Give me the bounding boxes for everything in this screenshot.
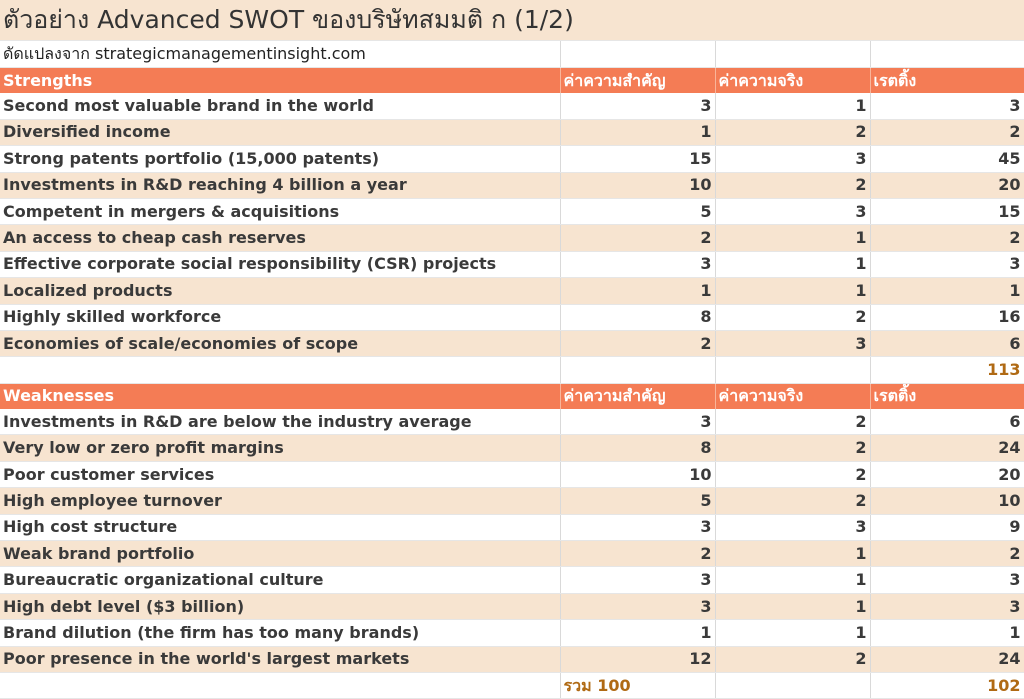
importance-cell[interactable]: 12 [560, 646, 715, 672]
rating-cell[interactable]: 1 [870, 620, 1024, 646]
strengths-item-cell[interactable]: Investments in R&D reaching 4 billion a year [0, 172, 560, 198]
rating-cell[interactable]: 9 [870, 514, 1024, 540]
strengths-total-rating[interactable]: 113 [870, 357, 1024, 383]
reality-cell[interactable]: 3 [715, 146, 870, 172]
strengths-row [0, 330, 1024, 356]
source-row [0, 41, 1024, 68]
weaknesses-row [0, 409, 1024, 435]
reality-cell[interactable]: 3 [715, 330, 870, 356]
importance-cell[interactable]: 3 [560, 251, 715, 277]
title-row [0, 0, 1024, 41]
strengths-row [0, 251, 1024, 277]
strengths-row [0, 93, 1024, 119]
weaknesses-item-cell[interactable]: Poor customer services [0, 461, 560, 487]
weaknesses-row [0, 646, 1024, 672]
importance-cell[interactable]: 3 [560, 567, 715, 593]
reality-cell[interactable]: 2 [715, 304, 870, 330]
rating-cell[interactable]: 6 [870, 409, 1024, 435]
empty-cell[interactable] [0, 672, 560, 698]
rating-cell[interactable]: 3 [870, 593, 1024, 619]
importance-cell[interactable]: 5 [560, 198, 715, 224]
importance-cell[interactable]: 3 [560, 409, 715, 435]
reality-cell[interactable]: 1 [715, 541, 870, 567]
strengths-header[interactable]: Strengths [0, 68, 560, 94]
strengths-item-cell[interactable]: Economies of scale/economies of scope [0, 330, 560, 356]
rating-cell[interactable]: 10 [870, 488, 1024, 514]
reality-cell[interactable]: 2 [715, 172, 870, 198]
rating-cell[interactable]: 45 [870, 146, 1024, 172]
rating-cell[interactable]: 3 [870, 93, 1024, 119]
reality-cell[interactable]: 2 [715, 435, 870, 461]
reality-cell[interactable]: 3 [715, 514, 870, 540]
reality-cell[interactable]: 1 [715, 278, 870, 304]
strengths-row [0, 119, 1024, 145]
reality-cell[interactable]: 2 [715, 488, 870, 514]
weaknesses-row [0, 620, 1024, 646]
reality-cell[interactable]: 1 [715, 225, 870, 251]
reality-cell[interactable]: 2 [715, 646, 870, 672]
importance-cell[interactable]: 2 [560, 225, 715, 251]
reality-cell[interactable]: 1 [715, 620, 870, 646]
strengths-item-cell[interactable]: Strong patents portfolio (15,000 patents) [0, 146, 560, 172]
weaknesses-total-rating[interactable]: 102 [870, 672, 1024, 698]
weaknesses-header[interactable]: Weaknesses [0, 383, 560, 409]
empty-cell[interactable] [560, 357, 715, 383]
strengths-item-cell[interactable]: Diversified income [0, 119, 560, 145]
strengths-item-cell[interactable]: An access to cheap cash reserves [0, 225, 560, 251]
importance-cell[interactable]: 1 [560, 119, 715, 145]
empty-cell[interactable] [560, 41, 715, 68]
strengths-total-row [0, 357, 1024, 383]
weaknesses-item-cell[interactable]: Investments in R&D are below the industry average [0, 409, 560, 435]
strengths-item-cell[interactable]: Competent in mergers & acquisitions [0, 198, 560, 224]
rating-cell[interactable]: 20 [870, 172, 1024, 198]
importance-cell[interactable]: 1 [560, 620, 715, 646]
rating-cell[interactable]: 6 [870, 330, 1024, 356]
rating-header[interactable]: เรตติ้ง [870, 68, 1024, 94]
reality-header[interactable]: ค่าความจริง [715, 68, 870, 94]
page-title[interactable]: ตัวอย่าง Advanced SWOT ของบริษัทสมมติ ก (1/2) [0, 0, 1024, 41]
importance-cell[interactable]: 15 [560, 146, 715, 172]
strengths-row [0, 304, 1024, 330]
weaknesses-item-cell[interactable]: Bureaucratic organizational culture [0, 567, 560, 593]
importance-cell[interactable]: 10 [560, 172, 715, 198]
strengths-row [0, 278, 1024, 304]
strengths-row [0, 146, 1024, 172]
weaknesses-item-cell[interactable]: Very low or zero profit margins [0, 435, 560, 461]
weaknesses-row [0, 435, 1024, 461]
importance-cell[interactable]: 10 [560, 461, 715, 487]
importance-cell[interactable]: 5 [560, 488, 715, 514]
empty-cell[interactable] [715, 672, 870, 698]
rating-cell[interactable]: 24 [870, 435, 1024, 461]
empty-cell[interactable] [715, 41, 870, 68]
weaknesses-row [0, 514, 1024, 540]
source-note[interactable]: ดัดแปลงจาก strategicmanagementinsight.com [0, 41, 560, 68]
reality-cell[interactable]: 2 [715, 461, 870, 487]
reality-cell[interactable]: 1 [715, 593, 870, 619]
strengths-item-cell[interactable]: Highly skilled workforce [0, 304, 560, 330]
weaknesses-item-cell[interactable]: High cost structure [0, 514, 560, 540]
rating-cell[interactable]: 16 [870, 304, 1024, 330]
importance-header[interactable]: ค่าความสำคัญ [560, 68, 715, 94]
weaknesses-item-cell[interactable]: Weak brand portfolio [0, 541, 560, 567]
importance-cell[interactable]: 8 [560, 435, 715, 461]
weaknesses-row [0, 488, 1024, 514]
importance-cell[interactable]: 2 [560, 330, 715, 356]
empty-cell[interactable] [870, 41, 1024, 68]
strengths-header-row [0, 68, 1024, 94]
weaknesses-row [0, 541, 1024, 567]
empty-cell[interactable] [0, 357, 560, 383]
rating-cell[interactable]: 2 [870, 225, 1024, 251]
weaknesses-row [0, 593, 1024, 619]
weaknesses-row [0, 567, 1024, 593]
weaknesses-item-cell[interactable]: Poor presence in the world's largest markets [0, 646, 560, 672]
strengths-row [0, 172, 1024, 198]
rating-cell[interactable]: 1 [870, 278, 1024, 304]
rating-cell[interactable]: 2 [870, 119, 1024, 145]
weaknesses-header-row [0, 383, 1024, 409]
weaknesses-item-cell[interactable]: High employee turnover [0, 488, 560, 514]
rating-header[interactable]: เรตติ้ง [870, 383, 1024, 409]
importance-cell[interactable]: 3 [560, 93, 715, 119]
rating-cell[interactable]: 2 [870, 541, 1024, 567]
reality-cell[interactable]: 2 [715, 119, 870, 145]
importance-header[interactable]: ค่าความสำคัญ [560, 383, 715, 409]
weaknesses-item-cell[interactable]: Brand dilution (the firm has too many brands) [0, 620, 560, 646]
strengths-item-cell[interactable]: Effective corporate social responsibility (CSR) projects [0, 251, 560, 277]
weaknesses-row [0, 461, 1024, 487]
reality-cell[interactable]: 3 [715, 198, 870, 224]
reality-cell[interactable]: 2 [715, 409, 870, 435]
empty-cell[interactable] [715, 357, 870, 383]
importance-cell[interactable]: 3 [560, 514, 715, 540]
rating-cell[interactable]: 15 [870, 198, 1024, 224]
importance-cell[interactable]: 2 [560, 541, 715, 567]
rating-cell[interactable]: 24 [870, 646, 1024, 672]
weaknesses-total-row [0, 672, 1024, 698]
strengths-row [0, 225, 1024, 251]
reality-cell[interactable]: 1 [715, 567, 870, 593]
importance-sum[interactable]: รวม 100 [560, 672, 715, 698]
weaknesses-item-cell[interactable]: High debt level ($3 billion) [0, 593, 560, 619]
rating-cell[interactable]: 3 [870, 251, 1024, 277]
reality-cell[interactable]: 1 [715, 93, 870, 119]
reality-header[interactable]: ค่าความจริง [715, 383, 870, 409]
importance-cell[interactable]: 8 [560, 304, 715, 330]
rating-cell[interactable]: 3 [870, 567, 1024, 593]
strengths-row [0, 198, 1024, 224]
strengths-item-cell[interactable]: Second most valuable brand in the world [0, 93, 560, 119]
strengths-item-cell[interactable]: Localized products [0, 278, 560, 304]
reality-cell[interactable]: 1 [715, 251, 870, 277]
importance-cell[interactable]: 3 [560, 593, 715, 619]
importance-cell[interactable]: 1 [560, 278, 715, 304]
rating-cell[interactable]: 20 [870, 461, 1024, 487]
